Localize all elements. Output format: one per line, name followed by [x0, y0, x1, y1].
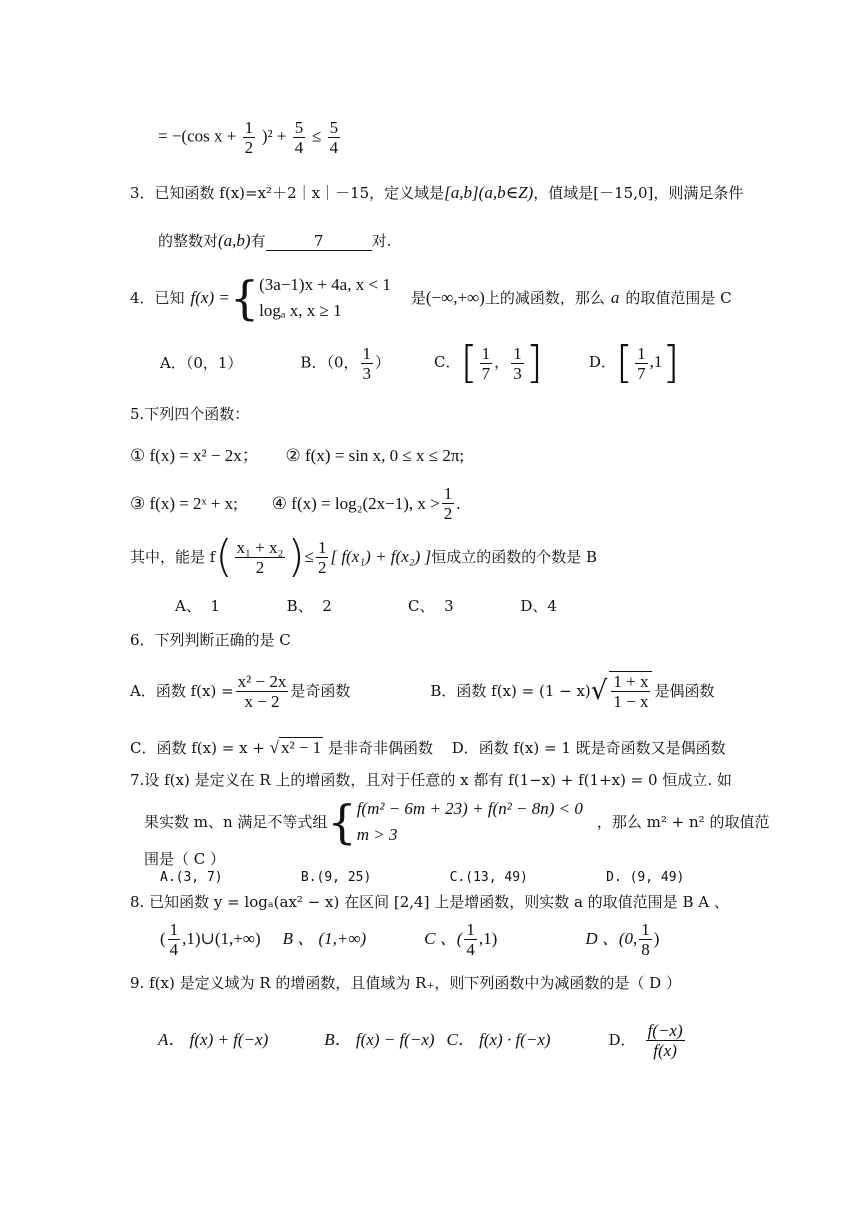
q8-d-pre: D 、(0,: [585, 929, 638, 948]
question-7-line-2: [144, 794, 769, 850]
q7-l2-pre: 果实数 m、n 满足不等式组: [144, 813, 328, 831]
q6-a-den: x − 2: [244, 691, 280, 711]
q5-f4-den: 2: [443, 504, 453, 523]
q6-a-num: x² − 2x: [237, 671, 287, 691]
eq0-frac1-num: 1: [244, 118, 254, 137]
eq0-pre: = −(cos x +: [158, 126, 241, 146]
q4-case-2: logₐ x, x ≥ 1: [259, 301, 342, 320]
q5-function-4: ④ f(x) = log₂(2x−1), x >: [271, 493, 440, 513]
q5-f4-frac: [442, 484, 455, 523]
q4-option-a: A．（0，1）: [160, 354, 243, 372]
question-6-options-row-2: [130, 738, 726, 758]
q9-d-num: f(−x): [647, 1020, 683, 1040]
q3-answer-blank: 7: [266, 232, 372, 251]
q5-function-3: ③ f(x) = 2ˣ + x;: [130, 493, 238, 513]
q6-option-a: [130, 672, 350, 711]
q6-c-rad: x² − 1: [280, 738, 322, 757]
q3-pair: (a,b): [218, 231, 251, 250]
question-5-functions-row-2: [130, 484, 461, 523]
question-5-title: 5.下列四个函数：: [130, 405, 250, 423]
q6-b-den: 1 − x: [613, 692, 649, 711]
q4-optb-pre: B．（0，: [300, 353, 359, 371]
question-7-options: A.(3, 7) B.(9, 25) C.(13, 49) D. (9, 49): [160, 870, 685, 885]
q4-interval: (−∞,+∞): [425, 288, 485, 307]
q7-left-brace: {: [327, 795, 357, 849]
q4-optb-post: ）: [375, 353, 391, 371]
q8-c-den: 4: [466, 939, 475, 959]
question-5-condition: 其中，能是 f ( $\frac{\text{x₁ + x₂}}{2}$ ) ≤ $\frac{1}{2}$ [ f(x₁) + f(x₂) ] 恒成立的函数的个数是 B: [130, 531, 597, 582]
q4-optd-pre: D．: [588, 353, 616, 371]
q8-option-d: [585, 920, 659, 959]
eq0-frac3-den: 4: [329, 138, 339, 157]
question-7-line-1: 7.设 f(x) 是定义在 R 上的增函数，且对于任意的 x 都有 f(1−x) + f(1+x) = 0 恒成立. 如: [130, 771, 732, 789]
eq0-frac3-num: 5: [329, 118, 339, 137]
q3-text-b: ，值域是[－15,0]，则满足条件: [533, 184, 744, 202]
q9-option-a: A． f(x) + f(−x): [158, 1030, 269, 1049]
question-4-options: [160, 337, 680, 388]
q9-option-c: C． f(x) · f(−x): [446, 1030, 551, 1049]
q4-optc-pre: C．: [434, 353, 461, 371]
eq0-frac1: [243, 118, 256, 157]
q8-a-num: 1: [169, 919, 179, 939]
question-7-line-3: 围是（ C ）: [144, 850, 226, 868]
q4-optc-n1: 1: [481, 343, 491, 363]
question-9-options: [158, 1018, 687, 1062]
question-3-line-2: [158, 231, 391, 251]
q7-system-2: m > 3: [356, 825, 398, 844]
q3-text-e: 对.: [371, 232, 392, 250]
q7-l2-post: ，那么 m² + n² 的取值范: [596, 813, 770, 831]
q4-case-1: (3a−1)x + 4a, x < 1: [259, 275, 391, 294]
q6-a-post: 是奇函数: [290, 682, 351, 700]
question-4-stem: [130, 270, 732, 326]
q4-optc-d1: 7: [481, 363, 491, 383]
q8-c-post: ,1): [478, 929, 498, 948]
eq0-frac3: [328, 118, 341, 157]
q6-b-post: 是偶函数: [654, 682, 715, 700]
q4-tail-b: 上的减函数，那么: [484, 289, 605, 307]
q4-piecewise: [259, 272, 391, 324]
eq0-mid: )² +: [261, 126, 291, 146]
q8-a-den: 4: [169, 939, 179, 959]
q5-function-2: ② f(x) = sin x, 0 ≤ x ≤ 2π;: [285, 446, 465, 465]
q8-d-den: 8: [641, 939, 650, 959]
q6-a-pre: A．函数 f(x) =: [130, 682, 234, 700]
q5-cond-pre: 其中，能是 f: [130, 548, 216, 566]
question-5-functions-row-1: [130, 446, 464, 466]
q8-c-pre: C 、(: [424, 929, 463, 948]
q5-cond-half-den: 2: [317, 557, 327, 577]
q4-left-brace: {: [229, 271, 260, 325]
q4-option-d: D．[ $\frac{1}{7}$ ,1]: [588, 337, 680, 388]
q5-f4-num: 1: [443, 484, 453, 503]
q4-option-c: C．[ $\frac{1}{7}$ ， $\frac{1}{3}$ ]: [434, 337, 543, 388]
q4-optd-post: ,1: [649, 352, 663, 371]
q3-text-d: 有: [250, 232, 266, 250]
q4-tail-c: 的取值范围是 C: [625, 289, 732, 307]
q8-d-num: 1: [641, 919, 650, 939]
eq0-frac2-num: 5: [294, 118, 304, 137]
q9-option-b: B． f(x) − f(−x): [324, 1030, 435, 1049]
q6-option-d: D．函数 f(x) = 1 既是奇函数又是偶函数: [451, 739, 726, 757]
q3-interval: [a,b](a,b∈Z): [444, 183, 534, 202]
q4-optd-den: 7: [637, 363, 646, 383]
question-9-line-1: 9. f(x) 是定义域为 R 的增函数，且值域为 R₊，则下列函数中为减函数的是（ D ）: [130, 974, 681, 992]
q5-f4-post: .: [456, 493, 461, 513]
question-6-title: 6．下列判断正确的是 C: [130, 631, 291, 649]
q5-cond-post: 恒成立的函数的个数是 B: [431, 548, 597, 566]
q6-c-pre: C．函数 f(x) = x +: [130, 739, 270, 757]
q8-option-a: [160, 920, 261, 959]
eq0-frac1-den: 2: [244, 138, 254, 157]
question-8-line-1: 8. 已知函数 y = logₐ(ax² − x) 在区间 [2,4] 上是增函数，则实数 a 的取值范围是 B A 、: [130, 893, 729, 911]
q4-optc-d2: 3: [513, 363, 522, 383]
q8-option-c: [424, 920, 497, 959]
q6-b-num: 1 + x: [613, 672, 649, 691]
q6-option-c: C．函数 f(x) = x + √ x² − 1 是非奇非偶函数: [130, 738, 433, 757]
q4-optb-num: 1: [362, 343, 371, 363]
q4-optc-n2: 1: [513, 343, 522, 363]
q5-cond-half: [316, 538, 329, 577]
eq0-rel: ≤: [312, 126, 326, 146]
question-5-options: A、 1 B、 2 C、 3 D、4: [175, 597, 557, 615]
q8-a-pre: (: [160, 929, 166, 948]
q4-tail-a: 是: [410, 289, 426, 307]
q7-system: [357, 796, 583, 848]
q5-cond-frac: [235, 538, 286, 577]
q9-d-pre: D．: [608, 1031, 636, 1049]
q6-option-b: B．函数 f(x) = (1 − x) √ $\frac{1 + x}{1 - x}$ 是偶函数: [430, 672, 715, 711]
eq0-frac2: [293, 118, 306, 157]
question-8-options: [160, 917, 659, 961]
q8-option-b: B 、 (1,+∞): [282, 929, 367, 948]
q9-d-den: f(x): [653, 1040, 677, 1060]
q4-optd-num: 1: [637, 343, 646, 363]
q4-fx: f(x) =: [190, 288, 230, 307]
q5-cond-half-num: 1: [317, 537, 327, 557]
q3-text-a: 3．已知函数 f(x)=x²＋2｜x｜－15，定义域是: [130, 184, 445, 202]
q5-cond-num: x₁ + x₂: [236, 537, 284, 557]
q3-text-c: 的整数对: [158, 232, 219, 250]
q8-a-post: ,1)∪(1,+∞): [182, 929, 261, 948]
q5-function-1: ① f(x) = x² − 2x；: [130, 446, 259, 465]
q5-cond-den: 2: [255, 557, 265, 577]
q4-var: a: [610, 288, 620, 307]
eq0-frac2-den: 4: [294, 138, 304, 157]
equation-line-0: [158, 118, 342, 157]
q4-option-b: [300, 344, 390, 383]
q8-d-post: ): [653, 929, 660, 948]
q5-cond-rhs: [ f(x₁) + f(x₂) ]: [330, 547, 432, 566]
q4-optc-sep: ，: [494, 353, 510, 371]
question-6-options-row-1: [130, 666, 714, 716]
q4-lead: 4．已知: [130, 289, 185, 307]
q9-option-d: [609, 1021, 687, 1060]
q4-optb-den: 3: [362, 363, 371, 383]
q6-c-post: 是非奇非偶函数: [323, 739, 433, 757]
q7-system-1: f(m² − 6m + 23) + f(n² − 8n) < 0: [356, 799, 583, 818]
q8-c-num: 1: [466, 919, 475, 939]
question-3-line-1: [130, 183, 743, 203]
q6-b-pre: B．函数 f(x) = (1 − x): [430, 682, 591, 700]
